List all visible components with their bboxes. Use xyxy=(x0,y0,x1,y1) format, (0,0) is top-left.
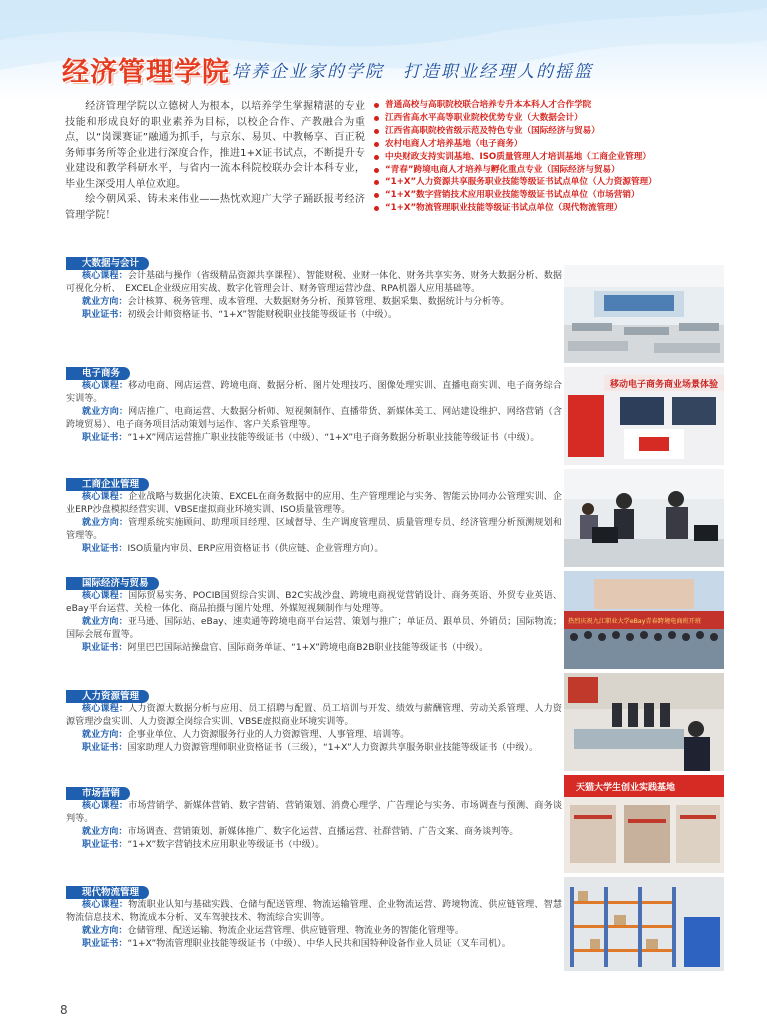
core-courses xyxy=(66,899,562,925)
careers-label: 就业方向： xyxy=(82,407,129,417)
photo-business-management-class xyxy=(564,469,724,567)
certs-text: 阿里巴巴国际站操盘官、国际商务单证、“1+X”跨境电商B2B职业技能等级证书（中级）。 xyxy=(127,643,489,653)
photo-ecommerce-lab xyxy=(564,367,724,465)
honor-text: 江西省高职院校省级示范及特色专业（国际经济与贸易） xyxy=(385,125,600,136)
honor-text: 中央财政支持实训基地、ISO质量管理人才培训基地（工商企业管理） xyxy=(385,151,651,162)
courses-label: 核心课程： xyxy=(82,704,129,714)
major-title: 现代物流管理 xyxy=(66,886,149,899)
certs-label: 职业证书： xyxy=(82,544,128,554)
honor-item xyxy=(374,112,724,125)
certificates xyxy=(66,742,562,755)
photo-accounting-lab xyxy=(564,265,724,363)
honor-text: 江西省高水平高等职业院校优势专业（大数据会计） xyxy=(385,112,583,123)
core-courses xyxy=(66,800,562,826)
courses-text: 国际贸易实务、POCIB国贸综合实训、B2C实战沙盘、跨境电商视觉营销设计、商务英语、外贸专业英语、eBay平台运营、关检一体化、商品拍摄与图片处理、外媒短视频制作与处理等。 xyxy=(66,591,562,614)
major-title: 国际经济与贸易 xyxy=(66,577,159,590)
certs-label: 职业证书： xyxy=(82,643,128,653)
major-section-human-resources xyxy=(66,684,562,755)
certs-text: ISO质量内审员、ERP应用资格证书（供应链、企业管理方向）。 xyxy=(127,544,384,554)
photo-human-resources-class xyxy=(564,673,724,771)
honor-item xyxy=(374,164,724,177)
certs-label: 职业证书： xyxy=(82,840,128,850)
courses-text: 会计基础与操作（省级精品资源共享课程）、智能财税、业财一体化、财务共享实务、财务大数据分析、数据可视化分析、 EXCEL企业级应用实战、数字化管理会计、财务管理运营沙盘、RPA机器人应用基础等。 xyxy=(66,271,562,294)
photo-banner-text: 移动电子商务商业场景体验 xyxy=(610,380,719,390)
career-direction xyxy=(66,517,562,543)
photo-logistics-warehouse xyxy=(564,877,724,971)
certificates xyxy=(66,642,562,655)
certs-text: “1+X”网店运营推广职业技能等级证书（中级）、“1+X”电子商务数据分析职业技能等级证书（中级）。 xyxy=(127,433,540,443)
major-section-logistics xyxy=(66,880,562,951)
major-title: 市场营销 xyxy=(66,787,130,800)
certificates xyxy=(66,938,562,951)
major-title: 大数据与会计 xyxy=(66,257,149,270)
careers-label: 就业方向： xyxy=(82,730,128,740)
honor-text: “1+X”数字营销技术应用职业技能等级证书试点单位（市场营销） xyxy=(385,190,640,201)
core-courses xyxy=(66,491,562,517)
careers-label: 就业方向： xyxy=(82,518,129,528)
honor-item xyxy=(374,125,724,138)
core-courses xyxy=(66,380,562,406)
photo-international-trade-class xyxy=(564,571,724,669)
courses-text: 移动电商、网店运营、跨境电商、数据分析、图片处理技巧、图像处理实训、直播电商实训、电子商务综合实训等。 xyxy=(66,381,562,404)
bullet-dot-icon xyxy=(374,129,379,134)
honors-list xyxy=(374,99,724,215)
certificates xyxy=(66,839,562,852)
courses-label: 核心课程： xyxy=(82,381,129,391)
photo-banner-text: 天猫大学生创业实践基地 xyxy=(576,783,676,793)
honor-item xyxy=(374,189,724,202)
core-courses xyxy=(66,590,562,616)
careers-text: 管理系统实施顾问、助理项目经理、区域督导、生产调度管理员、质量管理专员、经济管理分析预测规划和管理等。 xyxy=(66,518,562,541)
photo-marketing-base xyxy=(564,775,724,873)
honor-text: “1+X”人力资源共享服务职业技能等级证书试点单位（人力资源管理） xyxy=(385,177,657,188)
honor-text: 普通高校与高职院校联合培养专升本本科人才合作学院 xyxy=(385,100,592,110)
core-courses xyxy=(66,270,562,296)
certs-label: 职业证书： xyxy=(82,743,128,753)
major-section-business-management xyxy=(66,472,562,556)
careers-text: 企事业单位、人力资源服务行业的人力资源管理、人事管理、培训等。 xyxy=(127,730,410,740)
certs-label: 职业证书： xyxy=(82,939,128,949)
bullet-dot-icon xyxy=(374,180,379,185)
page-header xyxy=(62,50,722,88)
certs-text: 国家助理人力资源管理师职业资格证书（三级），“1+X”人力资源共享服务职业技能等级证书（中级）。 xyxy=(127,743,539,753)
bullet-dot-icon xyxy=(374,206,379,211)
honor-text: “青春”跨境电商人才培养与孵化重点专业（国际经济与贸易） xyxy=(385,164,620,175)
page-number: 8 xyxy=(60,1003,68,1017)
certs-text: “1+X”数字营销技术应用职业等级证书（中级）。 xyxy=(127,840,325,850)
honor-item xyxy=(374,202,724,215)
courses-label: 核心课程： xyxy=(82,900,129,910)
major-section-marketing xyxy=(66,781,562,852)
major-section-international-trade xyxy=(66,571,562,655)
bullet-dot-icon xyxy=(374,142,379,147)
honor-text: 农村电商人才培养基地（电子商务） xyxy=(385,138,523,149)
bullet-dot-icon xyxy=(374,168,379,173)
major-section-accounting xyxy=(66,251,562,322)
photo-banner-text: 热烈庆祝九江职业大学eBay青春跨境电商班开班 xyxy=(568,618,702,625)
intro-text xyxy=(65,99,365,223)
certs-label: 职业证书： xyxy=(82,310,128,320)
intro-paragraph: 绘今朝风采、铸未来伟业——热忱欢迎广大学子踊跃报考经济管理学院！ xyxy=(65,194,365,221)
careers-label: 就业方向： xyxy=(82,297,128,307)
bullet-dot-icon xyxy=(374,116,379,121)
courses-text: 物流职业认知与基础实践、仓储与配送管理、物流运输管理、企业物流运营、跨境物流、供应链管理、智慧物流信息技术、物流成本分析、叉车驾驶技术、物流综合实训等。 xyxy=(66,900,562,923)
certs-label: 职业证书： xyxy=(82,433,128,443)
courses-label: 核心课程： xyxy=(82,801,129,811)
career-direction xyxy=(66,925,562,938)
certs-text: “1+X”物流管理职业技能等级证书（中级）、中华人民共和国特种设备作业人员证（叉车司机）。 xyxy=(127,939,511,949)
career-direction xyxy=(66,616,562,642)
certificates xyxy=(66,432,562,445)
career-direction xyxy=(66,826,562,839)
honor-item xyxy=(374,138,724,151)
courses-label: 核心课程： xyxy=(82,492,129,502)
certs-text: 初级会计师资格证书、“1+X”智能财税职业技能等级证书（中级）。 xyxy=(127,310,398,320)
honor-text: “1+X”物流管理职业技能等级证书试点单位（现代物流管理） xyxy=(385,203,623,214)
courses-text: 企业战略与数据化决策、EXCEL在商务数据中的应用、生产管理理论与实务、智能云协同办公管理实训、企业ERP沙盘模拟经营实训、VBSE虚拟商业环境实训、ISO质量管理等。 xyxy=(66,492,562,515)
major-title: 人力资源管理 xyxy=(66,690,149,703)
certificates xyxy=(66,309,562,322)
courses-text: 市场营销学、新媒体营销、数字营销、营销策划、消费心理学、广告理论与实务、市场调查与预测、商务谈判等。 xyxy=(66,801,562,824)
bullet-dot-icon xyxy=(374,103,379,108)
careers-label: 就业方向： xyxy=(82,926,128,936)
intro-paragraph: 经济管理学院以立德树人为根本，以培养学生掌握精湛的专业技能和形成良好的职业素养为目标，以校企合作、产教融合为重点，以“岗课赛证”融通为抓手，与京东、易贝、中教畅享、百正税务师事务所等企业进行深度合作，推进1+X证书试点，不断提升专业建设和教学科研水平，与省内一流本科院校联办会计本科专业，毕业生深受用人单位欢迎。 xyxy=(65,101,365,190)
honor-item xyxy=(374,176,724,189)
college-title: 经济管理学院 xyxy=(62,57,230,88)
courses-label: 核心课程： xyxy=(82,271,128,281)
career-direction xyxy=(66,406,562,432)
courses-text: 人力资源大数据分析与应用、员工招聘与配置、员工培训与开发、绩效与薪酬管理、劳动关系管理、人力资源管理沙盘实训、人力资源全岗综合实训、VBSE虚拟商业环境实训等。 xyxy=(66,704,562,727)
courses-label: 核心课程： xyxy=(82,591,129,601)
careers-text: 网店推广、电商运营、大数据分析师、短视频制作、直播带货、新媒体美工、网站建设维护、网络营销（含跨境贸易）、电子商务项目活动策划与运作、客户关系管理等。 xyxy=(66,407,562,430)
honor-item xyxy=(374,151,724,164)
careers-text: 亚马逊、国际站、eBay、速卖通等跨境电商平台运营、策划与推广；单证员、跟单员、外销员；国际物流；国际会展布置等。 xyxy=(66,617,562,640)
career-direction xyxy=(66,729,562,742)
major-title: 电子商务 xyxy=(66,367,130,380)
careers-label: 就业方向： xyxy=(82,617,128,627)
certificates xyxy=(66,543,562,556)
honor-item xyxy=(374,99,724,112)
core-courses xyxy=(66,703,562,729)
major-title: 工商企业管理 xyxy=(66,478,149,491)
college-slogan: 培养企业家的学院 打造职业经理人的摇篮 xyxy=(232,62,593,82)
career-direction xyxy=(66,296,562,309)
careers-text: 市场调查、营销策划、新媒体推广、数字化运营、直播运营、社群营销、广告文案、商务谈判等。 xyxy=(127,827,519,837)
bullet-dot-icon xyxy=(374,155,379,160)
bullet-dot-icon xyxy=(374,193,379,198)
major-section-ecommerce xyxy=(66,361,562,445)
careers-text: 会计核算、税务管理、成本管理、大数据财务分析、预算管理、数据采集、数据统计与分析等。 xyxy=(127,297,510,307)
careers-label: 就业方向： xyxy=(82,827,128,837)
careers-text: 仓储管理、配送运输、物流企业运营管理、供应链管理、物流业务的智能化管理等。 xyxy=(127,926,464,936)
